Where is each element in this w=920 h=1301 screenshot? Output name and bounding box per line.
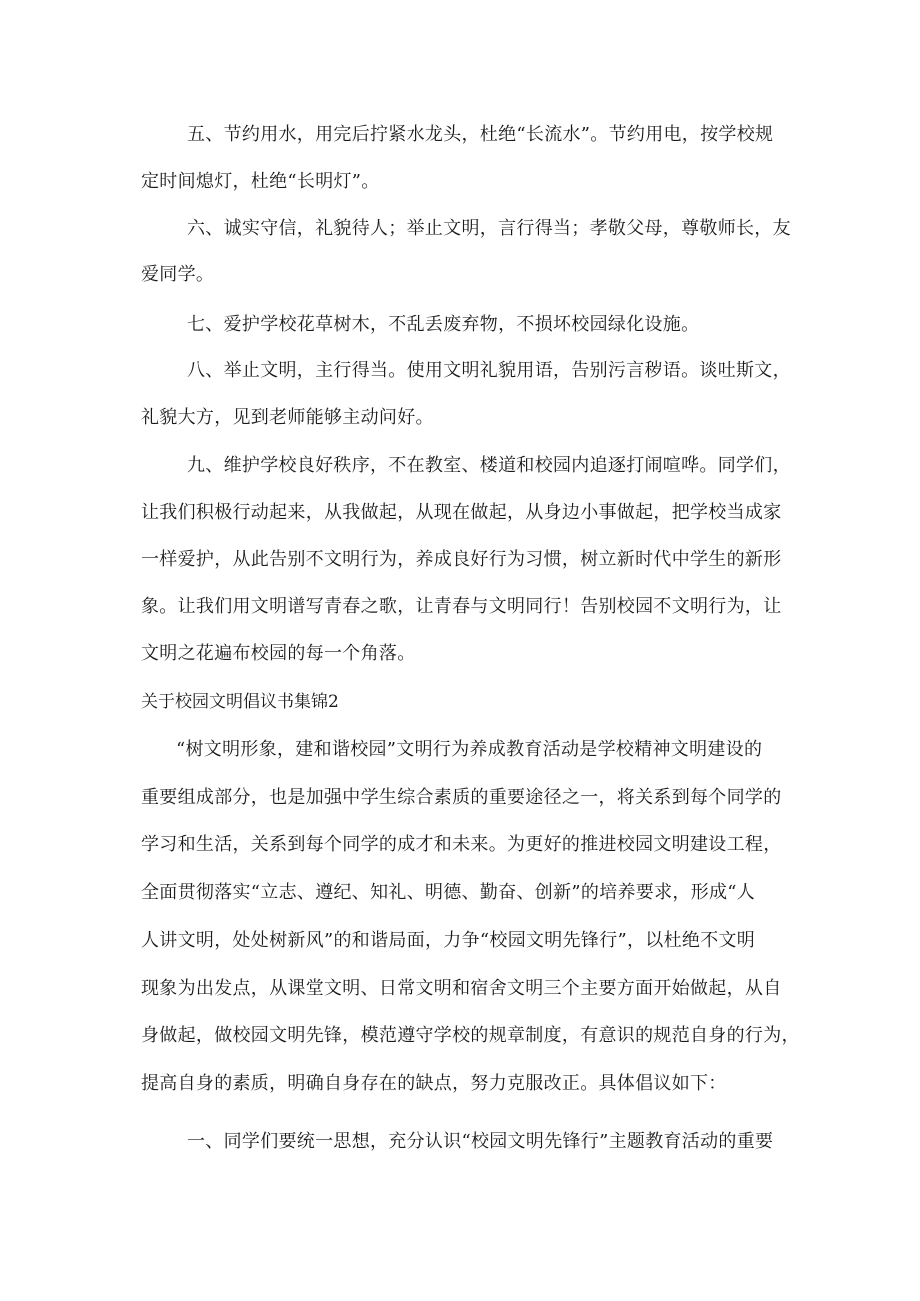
paragraph-item9-line5: 文明之花遍布校园的每一个角落。 — [141, 643, 416, 664]
paragraph-intro-line3: 学习和生活，关系到每个同学的成才和未来。为更好的推进校园文明建设工程， — [141, 834, 782, 855]
paragraph-item6-line1: 六、诚实守信，礼貌待人；举止文明，言行得当；孝敬父母，尊敬师长，友 — [187, 218, 791, 239]
paragraph-item9-line4: 象。让我们用文明谱写青春之歌，让青春与文明同行！告别校园不文明行为，让 — [141, 596, 782, 617]
paragraph-intro-line8: 提高自身的素质，明确自身存在的缺点，努力克服改正。具体倡议如下： — [141, 1073, 727, 1094]
paragraph-item6-line2: 爱同学。 — [141, 264, 215, 285]
paragraph-item9-line1: 九、维护学校良好秩序，不在教室、楼道和校园内追逐打闹喧哗。同学们， — [187, 455, 791, 476]
paragraph-intro-line1: “树文明形象，建和谐校园”文明行为养成教育活动是学校精神文明建设的 — [176, 739, 763, 760]
paragraph-item9-line2: 让我们积极行动起来，从我做起，从现在做起，从身边小事做起，把学校当成家 — [141, 502, 782, 523]
paragraph-intro-line2: 重要组成部分，也是加强中学生综合素质的重要途径之一，将关系到每个同学的 — [141, 787, 782, 808]
paragraph-intro-line7: 身做起，做校园文明先锋，模范遵守学校的规章制度，有意识的规范自身的行为， — [141, 1025, 800, 1046]
paragraph-item8-line1: 八、举止文明，主行得当。使用文明礼貌用语，告别污言秽语。谈吐斯文， — [187, 360, 791, 381]
paragraph-intro-line5: 人讲文明，处处树新风”的和谐局面，力争“校园文明先锋行”，以杜绝不文明 — [141, 930, 756, 951]
paragraph-item5-line2: 定时间熄灯，杜绝“长明灯”。 — [141, 171, 380, 192]
paragraph-item8-line2: 礼貌大方，见到老师能够主动问好。 — [141, 407, 434, 428]
paragraph-item9-line3: 一样爱护，从此告别不文明行为，养成良好行为习惯，树立新时代中学生的新形 — [141, 549, 782, 570]
paragraph-s2-item1-line1: 一、同学们要统一思想，充分认识“校园文明先锋行”主题教育活动的重要 — [187, 1131, 774, 1152]
paragraph-item5-line1: 五、节约用水，用完后拧紧水龙头，杜绝“长流水”。节约用电，按学校规 — [187, 124, 774, 145]
paragraph-intro-line6: 现象为出发点，从课堂文明、日常文明和宿舍文明三个主要方面开始做起，从自 — [141, 978, 782, 999]
paragraph-item7-line1: 七、爱护学校花草树木，不乱丢废弃物，不损坏校园绿化设施。 — [187, 314, 700, 335]
paragraph-intro-line4: 全面贯彻落实“立志、遵纪、知礼、明德、勤奋、创新”的培养要求，形成“人 — [141, 882, 756, 903]
section-title: 关于校园文明倡议书集锦2 — [141, 692, 339, 712]
